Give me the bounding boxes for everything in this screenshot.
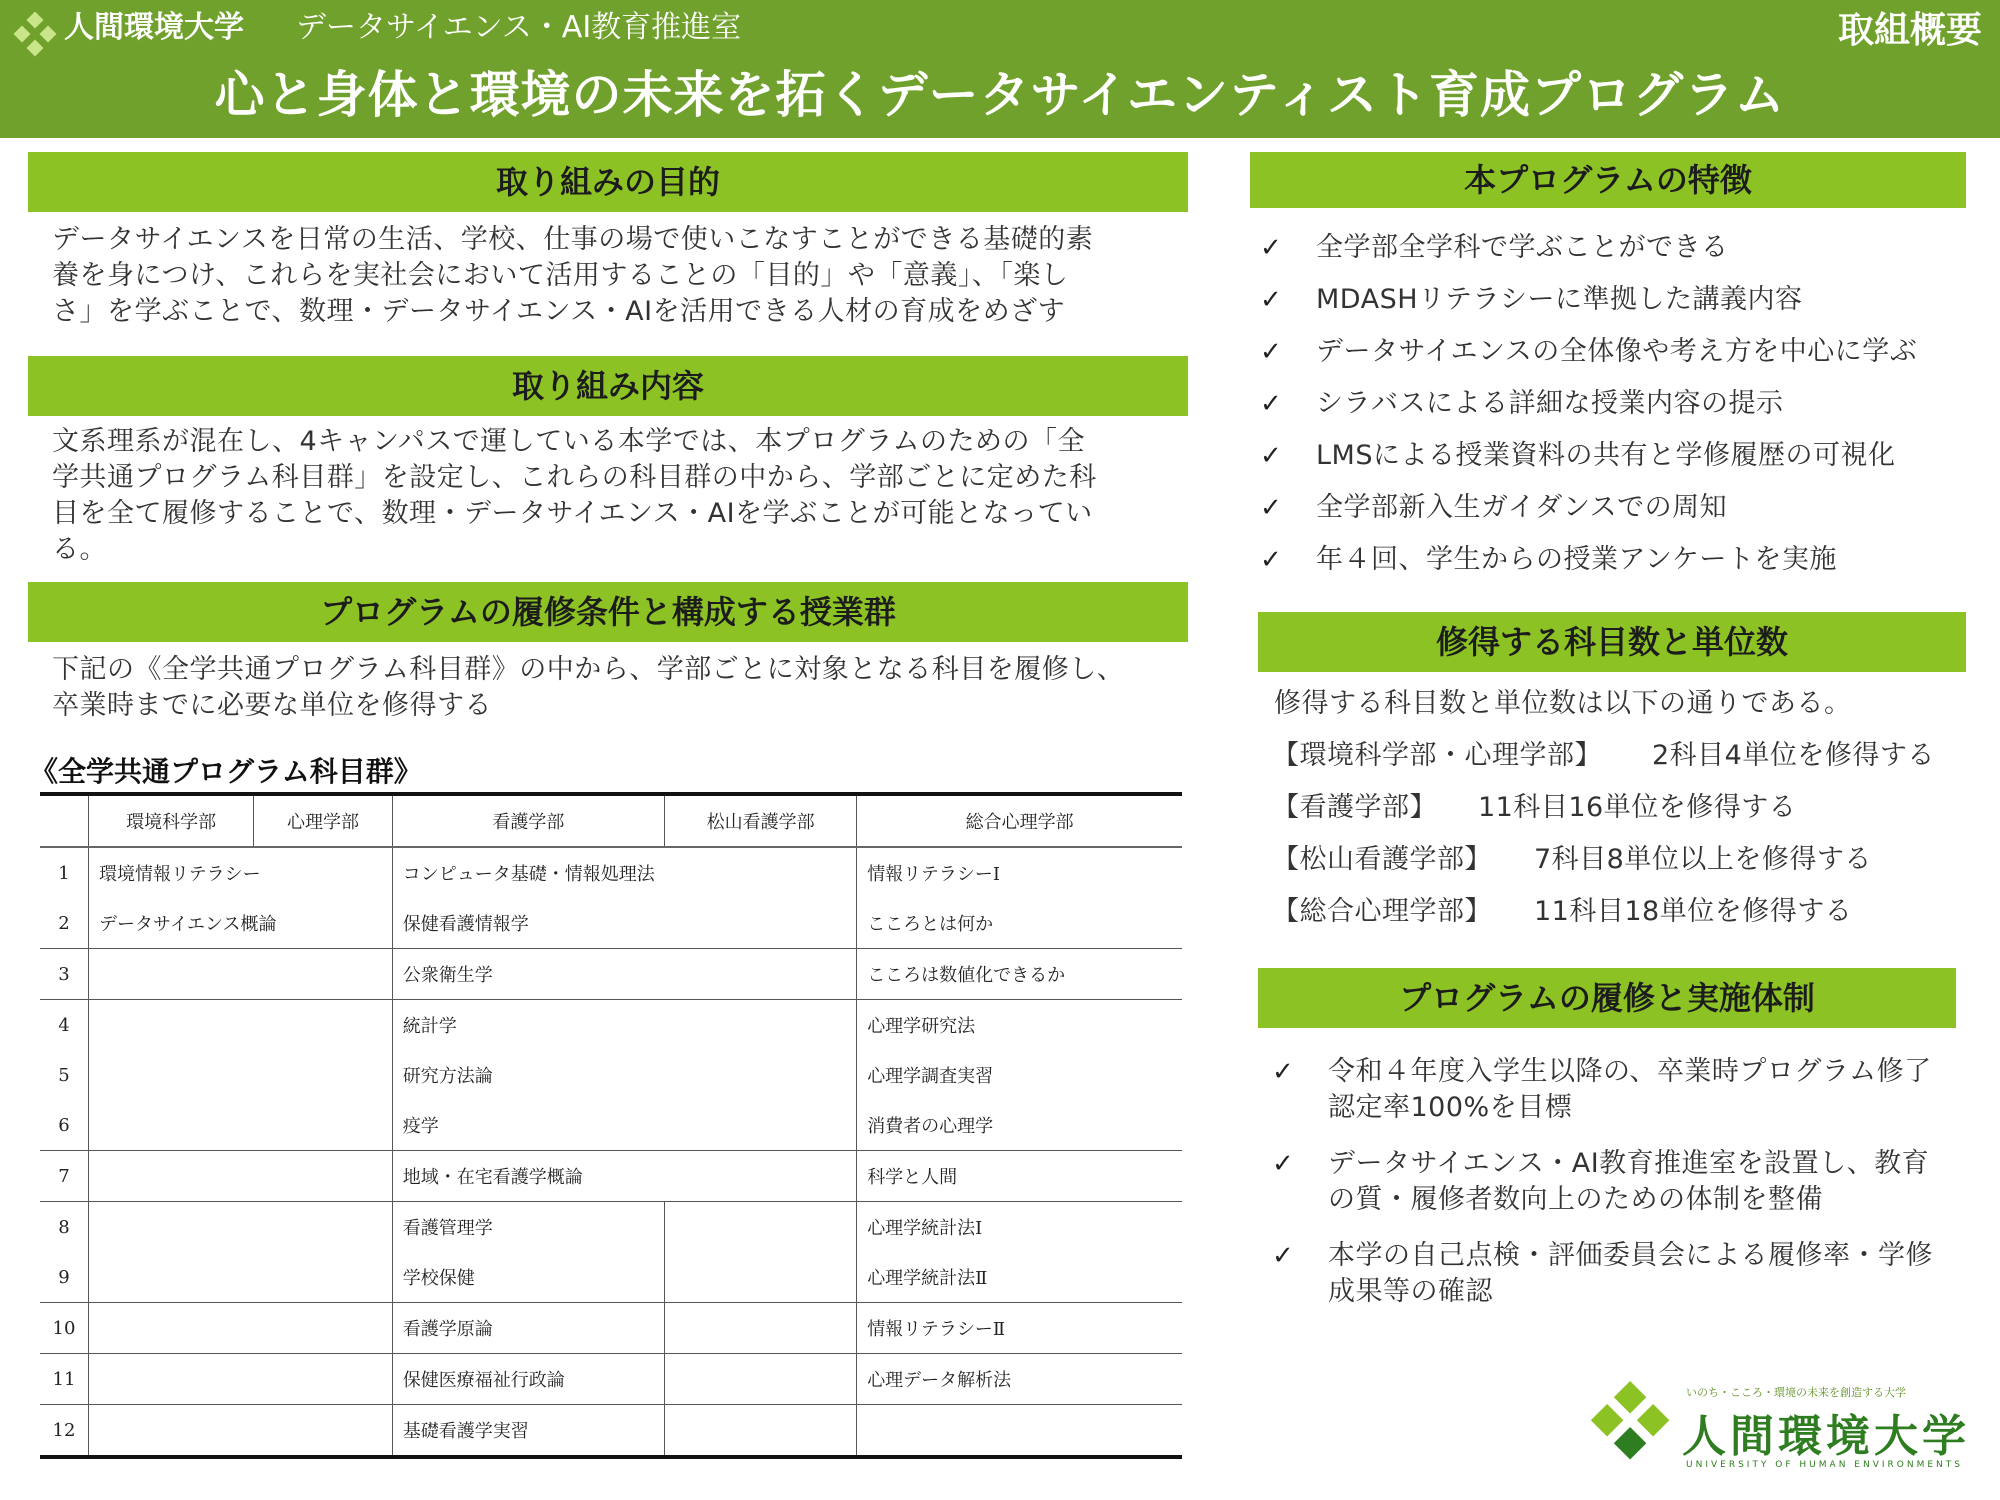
matsuyama-nursing-course — [665, 1303, 857, 1354]
table-row — [40, 1050, 1182, 1100]
curriculum-table — [40, 792, 1182, 1459]
requirements-line: 下記の《全学共通プログラム科目群》の中から、学部ごとに対象となる科目を履修し、 — [52, 654, 1125, 685]
general-psych-course: 心理学統計法Ⅱ — [857, 1252, 1182, 1303]
general-psych-course: 情報リテラシーⅠ — [857, 847, 1182, 898]
row-number: 9 — [40, 1252, 89, 1303]
table-row — [40, 949, 1182, 1000]
content-line: 目を全て履修することで、数理・データサイエンス・AIを学ぶことが可能となってい — [52, 498, 1093, 529]
header-matsuyama-nursing: 松山看護学部 — [665, 794, 857, 847]
env-psych-course — [89, 949, 393, 1000]
nursing-course: 保健看護情報学 — [392, 898, 856, 949]
general-psych-course: 心理学調査実習 — [857, 1050, 1182, 1100]
table-row — [40, 847, 1182, 898]
check-icon: ✓ — [1260, 337, 1283, 367]
nursing-course: 研究方法論 — [392, 1050, 856, 1100]
footer-tagline: いのち・こころ・環境の未来を創造する大学 — [1686, 1386, 1906, 1399]
table-title: 《全学共通プログラム科目群》 — [30, 755, 422, 788]
nursing-course: 地域・在宅看護学概論 — [392, 1151, 856, 1202]
purpose-heading: 取り組みの目的 — [28, 152, 1188, 212]
env-psych-course — [89, 1405, 393, 1458]
system-item-line: 認定率100%を目標 — [1328, 1092, 1573, 1123]
feature-item — [1260, 334, 1980, 370]
requirements-text — [52, 652, 1192, 724]
table-row — [40, 1000, 1182, 1051]
header-psychology: 心理学部 — [254, 794, 392, 847]
general-psych-course — [857, 1405, 1182, 1458]
credit-label: 【松山看護学部】 — [1272, 844, 1492, 875]
check-icon: ✓ — [1272, 1149, 1295, 1179]
matsuyama-nursing-course — [665, 1354, 857, 1405]
feature-text: MDASHリテラシーに準拠した講義内容 — [1316, 284, 1803, 315]
content-heading: 取り組み内容 — [28, 356, 1188, 416]
purpose-line: 養を身につけ、これらを実社会において活用することの「目的」や「意義」、「楽し — [52, 260, 1069, 291]
credit-label: 【総合心理学部】 — [1272, 896, 1492, 927]
matsuyama-nursing-course — [665, 1405, 857, 1458]
general-psych-course: 心理学統計法Ⅰ — [857, 1202, 1182, 1253]
general-psych-course: 消費者の心理学 — [857, 1100, 1182, 1151]
header-general-psychology: 総合心理学部 — [857, 794, 1182, 847]
env-psych-course — [89, 1303, 393, 1354]
row-number: 7 — [40, 1151, 89, 1202]
content-line: 学共通プログラム科目群」を設定し、これらの科目群の中から、学部ごとに定めた科 — [52, 462, 1097, 493]
system-item-line: データサイエンス・AI教育推進室を設置し、教育 — [1328, 1148, 1930, 1179]
row-number: 10 — [40, 1303, 89, 1354]
footer-university-name-en: UNIVERSITY OF HUMAN ENVIRONMENTS — [1686, 1460, 1963, 1470]
header-nursing: 看護学部 — [392, 794, 664, 847]
content-line: 文系理系が混在し、4キャンパスで運している本学では、本プログラムのための「全 — [52, 426, 1086, 457]
credit-row — [1272, 842, 1972, 878]
general-psych-course: こころは数値化できるか — [857, 949, 1182, 1000]
env-psych-course — [89, 1050, 393, 1100]
nursing-course: 基礎看護学実習 — [392, 1405, 664, 1458]
system-item-line: 成果等の確認 — [1328, 1276, 1493, 1307]
check-icon: ✓ — [1272, 1057, 1295, 1087]
system-item-line: 令和４年度入学生以降の、卒業時プログラム修了 — [1328, 1056, 1932, 1087]
header-number-cell — [40, 794, 89, 847]
header-office-name: データサイエンス・AI教育推進室 — [296, 10, 742, 45]
check-icon: ✓ — [1260, 389, 1283, 419]
env-psych-course — [89, 1100, 393, 1151]
features-heading: 本プログラムの特徴 — [1250, 152, 1966, 208]
system-item — [1272, 1054, 1972, 1126]
footer-logo — [1586, 1380, 1976, 1480]
row-number: 8 — [58, 1216, 70, 1238]
env-psych-course — [89, 1151, 393, 1202]
footer-university-name: 人間環境大学 — [1682, 1411, 1970, 1462]
general-psych-course: 科学と人間 — [857, 1151, 1182, 1202]
general-psych-course: 情報リテラシーⅡ — [857, 1303, 1182, 1354]
content-text — [52, 424, 1182, 568]
features-list — [1260, 230, 1980, 578]
feature-text: データサイエンスの全体像や考え方を中心に学ぶ — [1316, 336, 1918, 367]
row-number: 2 — [40, 898, 89, 949]
system-item — [1272, 1146, 1972, 1218]
table-row — [40, 1202, 1182, 1253]
credit-value: 2科目4単位を修得する — [1652, 740, 1935, 771]
feature-item — [1260, 386, 1980, 422]
feature-text: 年４回、学生からの授業アンケートを実施 — [1316, 544, 1837, 575]
nursing-course: 保健医療福祉行政論 — [392, 1354, 664, 1405]
nursing-course: 学校保健 — [392, 1252, 664, 1303]
row-number: 6 — [40, 1100, 89, 1151]
check-icon: ✓ — [1272, 1241, 1295, 1271]
feature-text: 全学部新入生ガイダンスでの周知 — [1316, 492, 1728, 523]
credit-value: 7科目8単位以上を修得する — [1534, 844, 1872, 875]
general-psych-course: 心理データ解析法 — [857, 1354, 1182, 1405]
feature-text: シラバスによる詳細な授業内容の提示 — [1316, 388, 1784, 419]
credit-row — [1272, 894, 1972, 930]
check-icon: ✓ — [1260, 285, 1283, 315]
feature-item — [1260, 438, 1980, 474]
general-psych-course: こころとは何か — [857, 898, 1182, 949]
credits-intro: 修得する科目数と単位数は以下の通りである。 — [1274, 688, 1852, 719]
matsuyama-nursing-course — [665, 1252, 857, 1303]
nursing-course: 看護学原論 — [392, 1303, 664, 1354]
system-list — [1272, 1054, 1972, 1310]
system-item-line: の質・履修者数向上のための体制を整備 — [1328, 1184, 1823, 1215]
table-row — [40, 1151, 1182, 1202]
feature-item — [1260, 490, 1980, 526]
credit-label: 【環境科学部・心理学部】 — [1272, 740, 1602, 771]
general-psych-course: 心理学研究法 — [857, 1000, 1182, 1051]
row-number: 11 — [40, 1354, 89, 1405]
purpose-line: さ」を学ぶことで、数理・データサイエンス・AIを活用できる人材の育成をめざす — [52, 296, 1066, 327]
table-row — [40, 1354, 1182, 1405]
header-university-name: 人間環境大学 — [64, 10, 244, 45]
system-item — [1272, 1238, 1972, 1310]
requirements-heading: プログラムの履修条件と構成する授業群 — [28, 582, 1188, 642]
table-row — [40, 1100, 1182, 1151]
table-row — [40, 1252, 1182, 1303]
nursing-course: 疫学 — [392, 1100, 856, 1151]
requirements-line: 卒業時までに必要な単位を修得する — [52, 690, 492, 721]
env-psych-course — [89, 1252, 393, 1303]
nursing-course: コンピュータ基礎・情報処理法 — [392, 847, 856, 898]
feature-text: LMSによる授業資料の共有と学修履歴の可視化 — [1316, 440, 1896, 471]
credit-value: 11科目18単位を修得する — [1534, 896, 1853, 927]
feature-item — [1260, 282, 1980, 318]
row-number: 3 — [40, 949, 89, 1000]
row-number: 1 — [58, 862, 70, 884]
check-icon: ✓ — [1260, 493, 1283, 523]
env-psych-course — [89, 1354, 393, 1405]
credit-row — [1272, 738, 1972, 774]
page-title: 心と身体と環境の未来を拓くデータサイエンティスト育成プログラム — [214, 66, 1786, 124]
clover-logo-icon — [1586, 1380, 1678, 1472]
check-icon: ✓ — [1260, 545, 1283, 575]
env-psych-course: 環境情報リテラシー — [89, 847, 393, 898]
nursing-course: 公衆衛生学 — [392, 949, 856, 1000]
university-logo-icon — [12, 12, 58, 58]
header-badge: 取組概要 — [1837, 10, 1982, 51]
feature-item — [1260, 542, 1980, 578]
table-row — [40, 1303, 1182, 1354]
matsuyama-nursing-course — [665, 1202, 857, 1253]
nursing-course: 看護管理学 — [392, 1202, 664, 1253]
credit-label: 【看護学部】 — [1272, 792, 1437, 823]
purpose-text — [52, 222, 1182, 330]
purpose-line: データサイエンスを日常の生活、学校、仕事の場で使いこなすことができる基礎的素 — [52, 224, 1094, 255]
feature-text: 全学部全学科で学ぶことができる — [1316, 232, 1729, 263]
table-row — [40, 898, 1182, 949]
env-psych-course — [89, 1202, 393, 1253]
table-row — [40, 1405, 1182, 1458]
env-psych-course — [89, 1000, 393, 1051]
check-icon: ✓ — [1260, 233, 1283, 263]
check-icon: ✓ — [1260, 441, 1283, 471]
system-item-line: 本学の自己点検・評価委員会による履修率・学修 — [1328, 1240, 1933, 1271]
table-header-row — [40, 794, 1182, 847]
content-line: る。 — [52, 534, 107, 565]
header-env-science: 環境科学部 — [89, 794, 254, 847]
credit-row — [1272, 790, 1972, 826]
header-banner — [0, 0, 2000, 138]
credit-value: 11科目16単位を修得する — [1478, 792, 1797, 823]
nursing-course: 統計学 — [392, 1000, 856, 1051]
feature-item — [1260, 230, 1980, 266]
row-number: 12 — [40, 1405, 89, 1458]
row-number: 5 — [58, 1064, 70, 1086]
system-heading: プログラムの履修と実施体制 — [1258, 968, 1956, 1028]
row-number: 4 — [58, 1014, 70, 1036]
credits-heading: 修得する科目数と単位数 — [1258, 612, 1966, 672]
env-psych-course: データサイエンス概論 — [89, 898, 393, 949]
